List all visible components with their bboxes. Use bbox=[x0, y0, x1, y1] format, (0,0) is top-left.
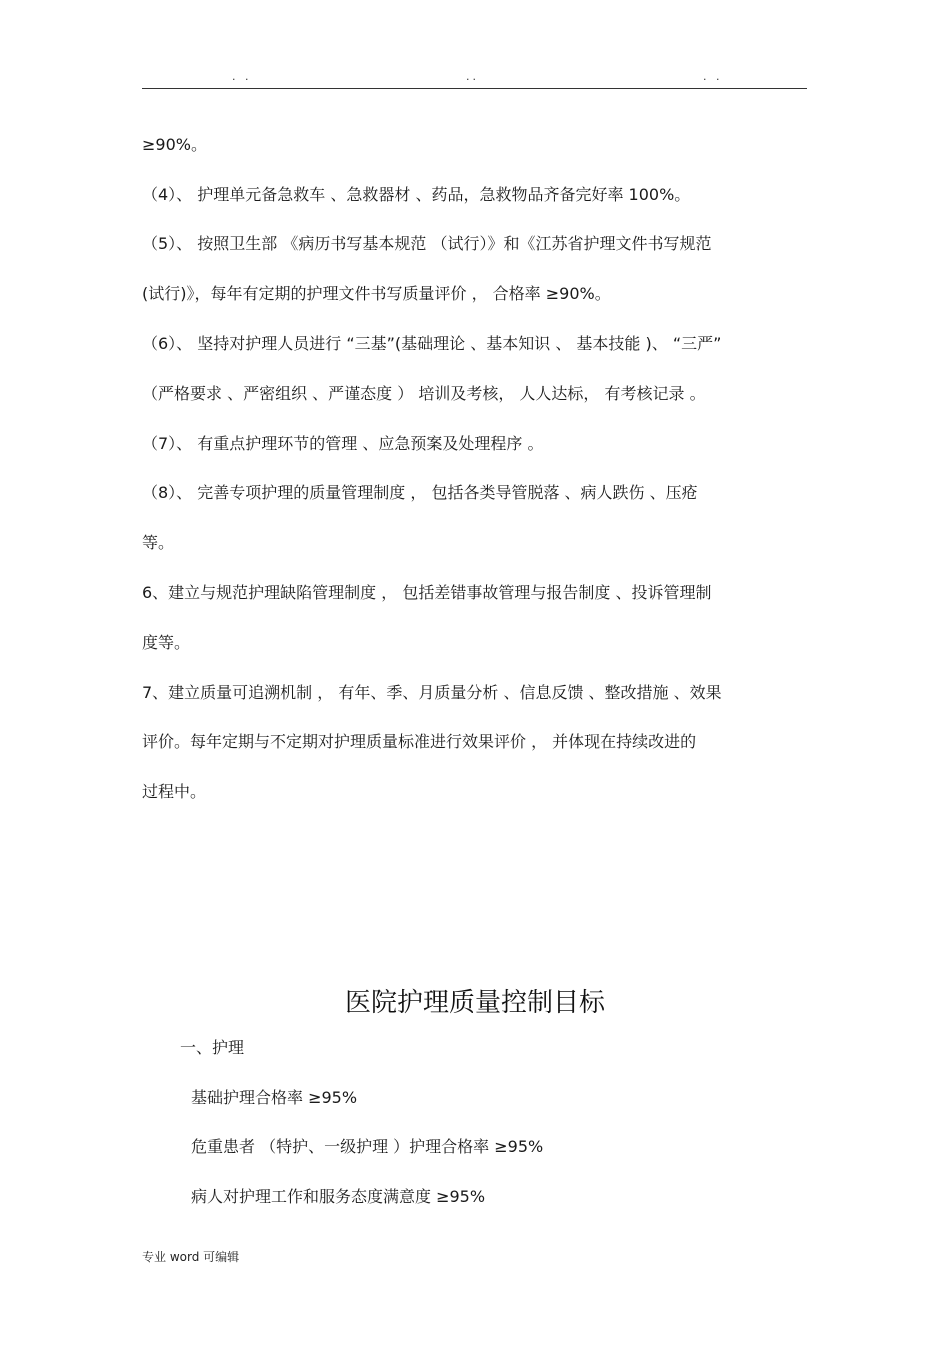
body-line: (试行)》，每年有定期的护理文件书写质量评价 ， 合格率 ≥90%。 bbox=[142, 284, 611, 303]
header-dots-right: . . bbox=[703, 70, 723, 83]
body-line: （严格要求 、严密组织 、严谨态度 ） 培训及考核， 人人达标， 有考核记录 。 bbox=[142, 384, 706, 403]
body-line: 过程中。 bbox=[142, 782, 207, 801]
header-dots-middle: .. bbox=[466, 70, 479, 83]
target-item: 基础护理合格率 ≥95% bbox=[191, 1088, 358, 1107]
body-line: （4）、 护理单元备急救车 、急救器材 、药品，急救物品齐备完好率 100%。 bbox=[142, 185, 691, 204]
body-line: 度等。 bbox=[142, 633, 191, 652]
section-title: 医院护理质量控制目标 bbox=[344, 988, 605, 1018]
target-item: 危重患者 （特护、一级护理 ）护理合格率 ≥95% bbox=[191, 1137, 544, 1156]
page-footer: 专业 word 可编辑 bbox=[142, 1250, 240, 1264]
body-line: 评价。每年定期与不定期对护理质量标准进行效果评价 ， 并体现在持续改进的 bbox=[142, 732, 697, 751]
body-line: 等。 bbox=[142, 533, 175, 552]
body-line: （8）、 完善专项护理的质量管理制度 ， 包括各类导管脱落 、病人跌伤 、压疮 bbox=[142, 483, 698, 502]
body-line: （5）、 按照卫生部 《病历书写基本规范 （试行）》和《江苏省护理文件书写规范 bbox=[142, 234, 712, 253]
section-heading: 一、护理 bbox=[180, 1038, 245, 1057]
header-divider bbox=[142, 88, 807, 89]
target-item: 病人对护理工作和服务态度满意度 ≥95% bbox=[191, 1187, 486, 1206]
body-line: （7）、 有重点护理环节的管理 、应急预案及处理程序 。 bbox=[142, 434, 544, 453]
body-line: （6）、 坚持对护理人员进行 “三基”(基础理论 、基本知识 、 基本技能 )、 “三严” bbox=[142, 334, 722, 353]
header-dots-left: . . bbox=[232, 70, 252, 83]
body-line: ≥90%。 bbox=[142, 135, 207, 154]
body-line: 7、建立质量可追溯机制 ， 有年、季、月质量分析 、信息反馈 、整改措施 、效果 bbox=[142, 683, 722, 702]
body-line: 6、建立与规范护理缺陷管理制度 ， 包括差错事故管理与报告制度 、投诉管理制 bbox=[142, 583, 712, 602]
